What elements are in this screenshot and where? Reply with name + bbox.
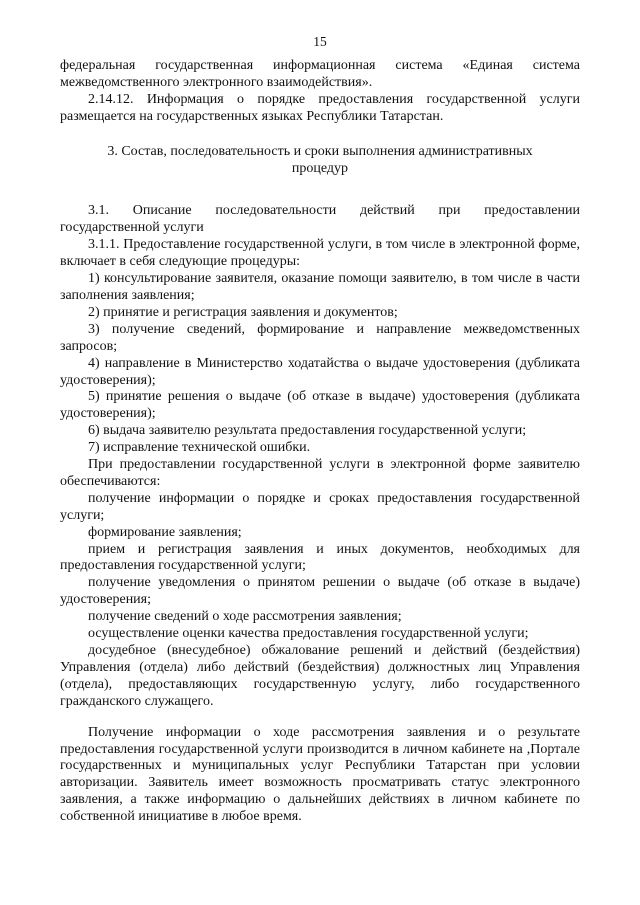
page-body: [60, 58, 580, 826]
list-item: получение сведений о ходе рассмотрения заявления;: [88, 609, 402, 625]
paragraph: 2.14.12. Информация о порядке предоставления государственной услуги размещается на государственных языках Республики Татарстан.: [60, 91, 580, 124]
list-item: получение уведомления о принятом решении о выдаче (об отказе в выдаче) удостоверения;: [60, 575, 580, 608]
list-item: 2) принятие и регистрация заявления и документов;: [88, 304, 398, 320]
paragraph: федеральная государственная информационная система «Единая система межведомственного электронного взаимодействия».: [60, 58, 580, 90]
list-item: прием и регистрация заявления и иных документов, необходимых для предоставления государственной услуги;: [60, 541, 580, 574]
list-item: 3) получение сведений, формирование и направление межведомственных запросов;: [60, 321, 580, 354]
page-number: 15: [313, 34, 327, 49]
paragraph: 3.1. Описание последовательности действий при предоставлении государственной услуги: [60, 203, 580, 236]
list-item: формирование заявления;: [88, 524, 242, 540]
list-item: 5) принятие решения о выдаче (об отказе в выдаче) удостоверения (дубликата удостоверения);: [60, 389, 580, 422]
section-heading: 3. Состав, последовательность и сроки выполнения административных процедур: [107, 143, 533, 176]
list-item: 4) направление в Министерство ходатайства о выдаче удостоверения (дубликата удостоверения);: [60, 355, 580, 388]
paragraph: 3.1.1. Предоставление государственной услуги, в том числе в электронной форме, включает в себя следующие процедуры:: [60, 237, 580, 270]
paragraph: При предоставлении государственной услуги в электронной форме заявителю обеспечиваются:: [60, 457, 580, 489]
paragraph: Получение информации о ходе рассмотрения заявления и о результате предоставления государственной услуги производится в личном кабинете на ,Портале государственных и муниципальных услуг Республики Татарстан при условии авторизации. Заявитель имеет возможность просматривать статус электронного заявления, а также информацию о дальнейших действиях в личном кабинете по собственной инициативе в любое время.: [60, 724, 580, 825]
list-item: 1) консультирование заявителя, оказание помощи заявителю, в том числе в части заполнения заявления;: [60, 271, 580, 303]
list-item: 6) выдача заявителю результата предоставления государственной услуги;: [88, 423, 527, 439]
list-item: получение информации о порядке и сроках предоставления государственной услуги;: [60, 490, 580, 523]
list-item: осуществление оценки качества предоставления государственной услуги;: [88, 626, 529, 642]
list-item: досудебное (внесудебное) обжалование решений и действий (бездействия) Управления (отдела) либо действий (бездействия) должностных лиц Управления (отдела), предоставляющих государственную услугу, либо государственного гражданского служащего.: [60, 643, 580, 709]
list-item: 7) исправление технической ошибки.: [88, 440, 311, 456]
